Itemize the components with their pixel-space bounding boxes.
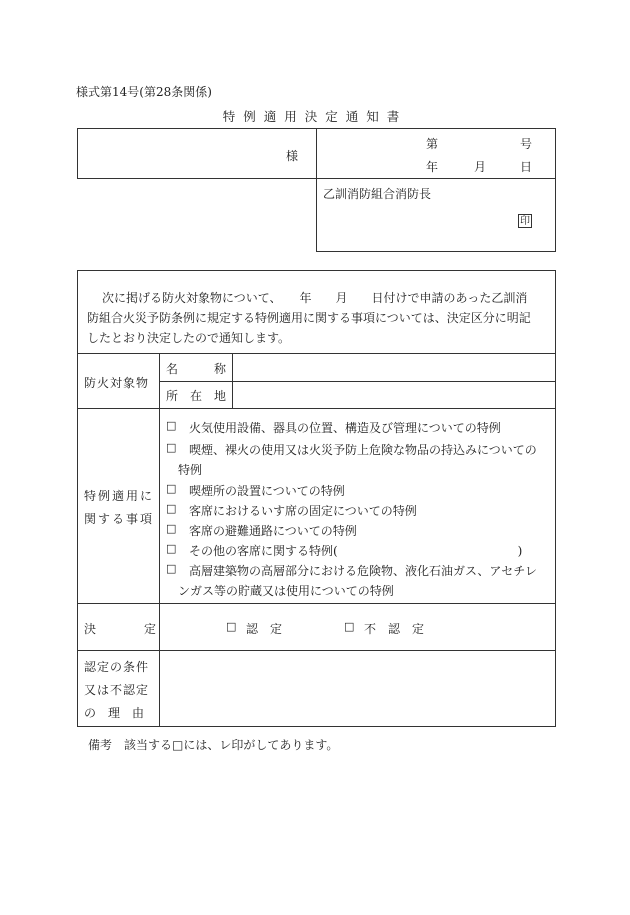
- item-high-rise: 高層建築物の高層部分における危険物、液化石油ガス、アセチレ: [189, 564, 538, 578]
- checkbox-high-rise[interactable]: □: [166, 562, 177, 575]
- item-smoking-area: 喫煙所の設置についての特例: [189, 484, 345, 498]
- item-smoking-fire: 喫煙、裸火の使用又は火災予防上危険な物品の持込みについての: [189, 443, 537, 457]
- matters-label-2: 関する事項: [84, 512, 155, 526]
- row-divider: [77, 650, 556, 651]
- checkbox-approve[interactable]: □: [226, 620, 237, 633]
- location-label: 所 在 地: [166, 389, 227, 403]
- checkbox-fixed-seats[interactable]: □: [166, 502, 177, 515]
- row-divider: [77, 603, 556, 604]
- column-divider: [232, 353, 233, 408]
- form-id: 様式第14号(第28条関係): [76, 85, 212, 99]
- row-divider: [159, 381, 556, 382]
- date-month: 月: [474, 160, 487, 174]
- decision-reject: 不 認 定: [364, 622, 425, 636]
- item-other-seats: その他の客席に関する特例( ): [189, 544, 523, 558]
- date-year: 年: [426, 160, 439, 174]
- checkbox-fire-equipment[interactable]: □: [166, 419, 177, 432]
- checkbox-reject[interactable]: □: [344, 620, 355, 633]
- item-high-rise-cont: ンガス等の貯蔵又は使用についての特例: [178, 584, 394, 598]
- matters-label-1: 特例適用に: [84, 489, 155, 503]
- number-prefix: 第: [426, 137, 439, 151]
- row-divider: [77, 408, 556, 409]
- remarks: 備考 該当する□には、レ印がしてあります。: [88, 738, 339, 752]
- target-label: 防火対象物: [84, 376, 150, 390]
- checkbox-smoking-area[interactable]: □: [166, 482, 177, 495]
- conditions-label-1: 認定の条件: [84, 660, 150, 674]
- decision-label: 決 定: [84, 622, 157, 636]
- checkbox-smoking-fire[interactable]: □: [166, 441, 177, 454]
- name-label: 名 称: [166, 362, 227, 376]
- number-suffix: 号: [520, 137, 533, 151]
- conditions-label-3: の 理 由: [84, 706, 145, 720]
- row-divider: [77, 353, 556, 354]
- checkbox-evacuation-aisle[interactable]: □: [166, 522, 177, 535]
- item-evacuation-aisle: 客席の避難通路についての特例: [189, 524, 357, 538]
- decision-approve: 認 定: [246, 622, 283, 636]
- issuer-name: 乙訓消防組合消防長: [323, 187, 432, 201]
- conditions-label-2: 又は不認定: [84, 683, 150, 697]
- date-day: 日: [520, 160, 533, 174]
- intro-line-1: 次に掲げる防火対象物について、 年 月 日付けで申請のあった乙訓消: [102, 291, 528, 305]
- item-smoking-fire-cont: 特例: [178, 463, 203, 477]
- addressee-suffix: 様: [286, 149, 299, 163]
- item-fire-equipment: 火気使用設備、器具の位置、構造及び管理についての特例: [189, 421, 501, 435]
- item-fixed-seats: 客席におけるいす席の固定についての特例: [189, 504, 417, 518]
- document-title: 特例適用決定通知書: [222, 109, 408, 124]
- checkbox-other-seats[interactable]: □: [166, 542, 177, 555]
- column-divider: [159, 353, 160, 727]
- seal-mark: 印: [520, 216, 530, 227]
- addressee-box: [77, 128, 317, 179]
- intro-line-2: 防組合火災予防条例に規定する特例適用に関する事項については、決定区分に明記: [87, 311, 531, 325]
- intro-line-3: したとおり決定したので通知します。: [87, 331, 291, 345]
